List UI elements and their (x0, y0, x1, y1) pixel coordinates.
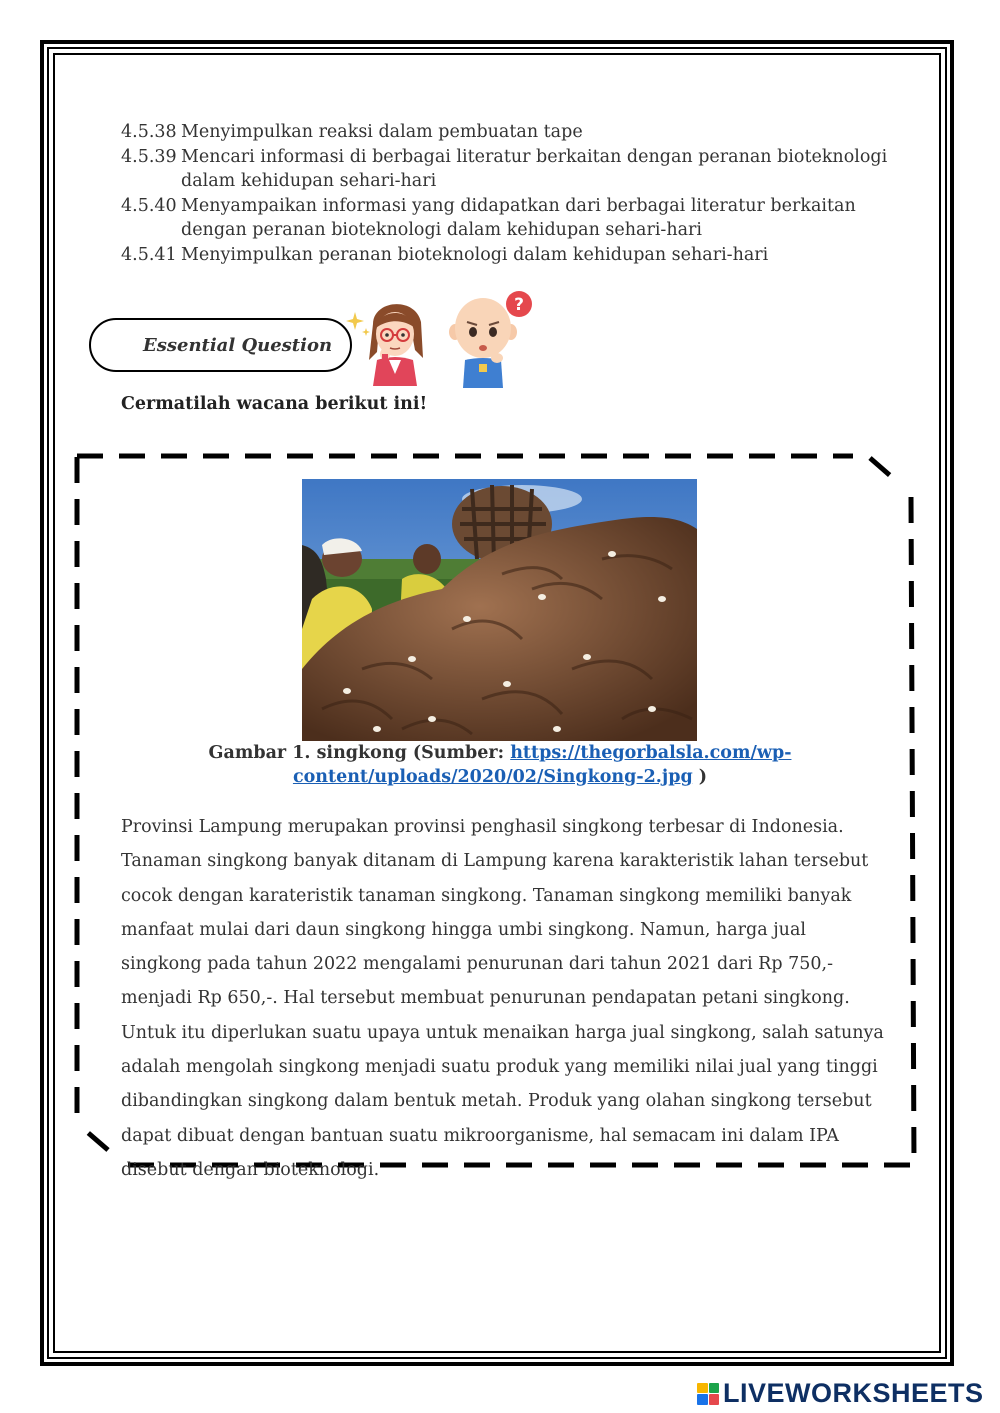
image-source-link[interactable]: https://thegorbalsla.com/wp-content/uploads/2020/02/Singkong-2.jpg (292, 743, 792, 787)
objective-text: Menyampaikan informasi yang didapatkan dari berbagai literatur berkaitan dengan peranan bioteknologi dalam kehidupan sehari-hari (181, 195, 856, 240)
objective-number: 4.5.40 (121, 195, 177, 216)
cassava-harvest-photo (302, 479, 697, 741)
figure-caption (200, 741, 800, 789)
objective-text: Menyimpulkan peranan bioteknologi dalam kehidupan sehari-hari (181, 244, 769, 265)
caption-suffix: ) (692, 767, 708, 787)
caption-prefix: Gambar 1. singkong (Sumber: (208, 743, 511, 763)
svg-text:?: ? (514, 295, 524, 315)
objective-number: 4.5.39 (121, 146, 177, 167)
objective-number: 4.5.41 (121, 244, 177, 265)
reading-passage: Provinsi Lampung merupakan provinsi penghasil singkong terbesar di Indonesia. Tanaman singkong banyak ditanam di Lampung karena karakteristik lahan tersebut cocok dengan karateristik tanaman singkong. Tanaman singkong memiliki banyak manfaat mulai dari daun singkong hingga umbi singkong. Namun, harga jual singkong pada tahun 2022 mengalami penurunan dari tahun 2021 dari Rp 750,- menjadi Rp 650,-. Hal tersebut membuat penurunan pendapatan petani singkong. Untuk itu diperlukan suatu upaya untuk menaikan harga jual singkong, salah satunya adalah mengolah singkong menjadi suatu produk yang memiliki nilai jual yang tinggi dibandingkan singkong dalam bentuk metah. Produk yang olahan singkong tersebut dapat dibuat dengan bantuan suatu mikroorganisme, hal semacam ini dalam IPA disebut dengan bioteknologi. (121, 817, 884, 1180)
brand-name: LIVEWORKSHEETS (723, 1378, 984, 1408)
liveworksheets-logo-icon (697, 1383, 719, 1405)
liveworksheets-logo (697, 1378, 984, 1409)
essential-question-label: Essential Question (89, 318, 352, 372)
objective-text: Menyimpulkan reaksi dalam pembuatan tape (181, 122, 583, 142)
reading-instruction: Cermatilah wacana berikut ini! (121, 394, 428, 414)
objective-number: 4.5.38 (121, 122, 177, 142)
objective-text: Mencari informasi di berbagai literatur berkaitan dengan peranan bioteknologi dalam kehidupan sehari-hari (181, 146, 888, 191)
